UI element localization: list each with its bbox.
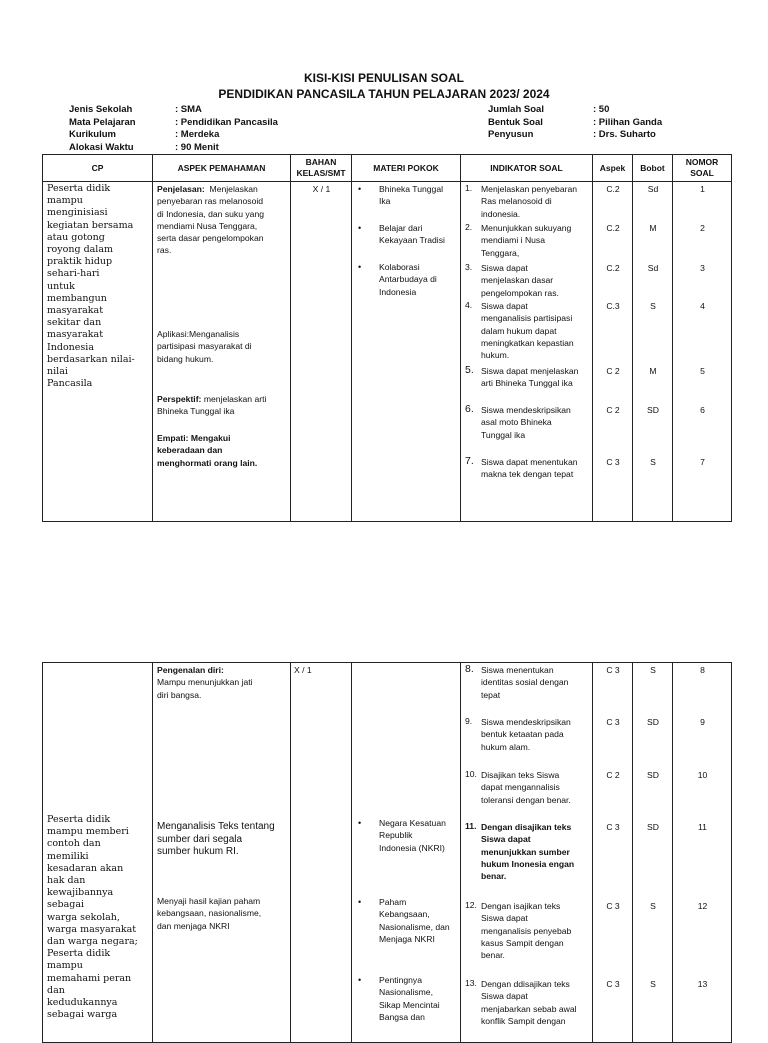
bahan-cell xyxy=(291,663,352,1043)
pengenalan-label: Pengenalan diri: xyxy=(157,665,224,675)
materi-line: Menjaga NKRI xyxy=(379,933,435,944)
document-subtitle: PENDIDIKAN PANCASILA TAHUN PELAJARAN 2023/ 2024 xyxy=(218,87,550,101)
cp-line: berdasarkan nilai- xyxy=(47,353,135,365)
meta-value: : 50 xyxy=(593,104,610,115)
meta-label: Bentuk Soal xyxy=(488,116,543,128)
bahan-value: X / 1 xyxy=(294,665,312,675)
bobot-value: Sd xyxy=(647,184,659,194)
indikator-line: Siswa menentukan xyxy=(481,665,554,675)
materi-line: Negara Kesatuan xyxy=(379,818,446,828)
materi-line: Pentingnya xyxy=(379,975,423,985)
indikator-text xyxy=(481,769,593,806)
cp-line: Peserta didik xyxy=(47,948,111,960)
meta-right xyxy=(488,104,662,142)
indikator-line: Menunjukkan sukuyang xyxy=(481,223,572,233)
menyaji-line: dan menjaga NKRI xyxy=(157,920,230,931)
indikator-line: identitas sosial dengan xyxy=(481,677,569,688)
cp-line: untuk xyxy=(47,280,75,292)
indikator-line: Siswa dapat xyxy=(481,991,528,1002)
materi-line: Paham xyxy=(379,897,407,907)
indikator-line: Tunggal ika xyxy=(481,429,526,440)
perspektif-line: Bhineka Tunggal ika xyxy=(157,406,235,417)
cp-text xyxy=(47,183,135,390)
cp-line: Peserta didik xyxy=(47,183,111,194)
bobot-value: SD xyxy=(647,717,659,727)
bobot-value: S xyxy=(650,665,656,675)
bobot-value: S xyxy=(650,901,656,911)
meta-row xyxy=(69,142,278,155)
aspek-value: C 3 xyxy=(606,822,620,832)
indikator-line: indonesia. xyxy=(481,208,521,219)
indikator-line: Siswa dapat menentukan xyxy=(481,457,578,467)
menganalisis-line: Menganalisis Teks tentang xyxy=(157,821,275,832)
aspek-value: C.2 xyxy=(606,263,620,273)
header-nomor-line1: NOMOR xyxy=(685,157,719,167)
indikator-number: 5. xyxy=(465,364,474,376)
cp-line: atau gotong xyxy=(47,231,105,243)
meta-left xyxy=(69,104,278,154)
header-cp: CP xyxy=(43,155,153,182)
nomor-value: 8 xyxy=(700,665,705,675)
materi-line: Nasionalisme, dan xyxy=(379,921,450,932)
meta-row xyxy=(488,104,662,117)
meta-row xyxy=(69,129,278,142)
cp-line: mampu xyxy=(47,960,83,972)
indikator-text xyxy=(481,821,593,882)
cp-line: membangun xyxy=(47,292,107,304)
materi-item xyxy=(358,817,446,854)
indikator-text xyxy=(481,900,593,961)
meta-label: Jenis Sekolah xyxy=(69,104,133,115)
menyaji-block xyxy=(157,895,261,932)
aspek-pemahaman-cell xyxy=(153,182,291,522)
header-aspek: Aspek xyxy=(593,155,633,182)
bullet-icon: • xyxy=(358,223,362,233)
indikator-line: hukum Inonesia engan xyxy=(481,858,575,869)
nomor-value: 11 xyxy=(698,822,707,832)
meta-value: : SMA xyxy=(175,104,202,115)
indikator-line: dapat mengannalisis xyxy=(481,782,560,793)
indikator-text xyxy=(481,222,593,259)
indikator-line: asal moto Bhineka xyxy=(481,417,552,428)
nomor-value: 3 xyxy=(700,263,705,273)
indikator-line: menganalisis partisipasi xyxy=(481,313,573,324)
cp-line: mampu memberi xyxy=(47,826,129,838)
cp-line: masyarakat xyxy=(47,305,104,317)
meta-row xyxy=(488,129,662,142)
aspek-value: C 3 xyxy=(606,979,620,989)
indikator-line: menunjukkan sumber xyxy=(481,846,570,857)
penjelasan-line xyxy=(157,183,287,195)
indikator-line: Dengan isajikan teks xyxy=(481,901,561,911)
aspek-value: C.2 xyxy=(606,223,620,233)
indikator-line: makna tek dengan tepat xyxy=(481,469,574,480)
materi-line: Ika xyxy=(379,196,391,207)
indikator-number: 11. xyxy=(465,821,477,831)
bobot-cell xyxy=(633,182,673,522)
materi-pokok-cell xyxy=(352,663,461,1043)
aspek-value: C 3 xyxy=(606,665,620,675)
indikator-line: Siswa dapat xyxy=(481,263,528,273)
menyaji-line: kebangsaan, nasionalisme, xyxy=(157,908,262,919)
aspek-value: C.3 xyxy=(606,301,620,311)
meta-value: : Drs. Suharto xyxy=(593,129,656,140)
document-title: KISI-KISI PENULISAN SOAL xyxy=(303,71,464,85)
cp-line: menginisiasi xyxy=(47,207,108,219)
indikator-text xyxy=(481,456,593,481)
perspektif-label: Perspektif: xyxy=(157,394,202,404)
indikator-number: 6. xyxy=(465,403,474,415)
cp-line: sehari-hari xyxy=(47,268,100,280)
bobot-value: M xyxy=(649,223,657,233)
indikator-line: menganalisis penyebab xyxy=(481,925,572,936)
bobot-value: SD xyxy=(647,405,659,415)
indikator-text xyxy=(481,404,593,441)
kisi-kisi-table-2 xyxy=(42,662,732,1043)
meta-value: : Pilihan Ganda xyxy=(593,116,663,128)
nomor-value: 9 xyxy=(700,717,705,727)
indikator-text xyxy=(481,664,593,701)
materi-line: Republik xyxy=(379,830,413,841)
cp-line: Peserta didik xyxy=(47,814,111,825)
content-row xyxy=(43,182,732,522)
aspek-value: C 2 xyxy=(606,366,620,376)
indikator-line: menjabarkan sebab awal xyxy=(481,1003,577,1014)
header-row xyxy=(43,155,732,182)
indikator-line: Disajikan teks Siswa xyxy=(481,770,560,780)
bullet-icon: • xyxy=(358,975,362,985)
indikator-text xyxy=(481,183,593,220)
materi-line: Indonesia xyxy=(379,286,417,297)
header-bahan-line2: KELAS/SMT xyxy=(296,168,346,178)
indikator-line: tepat xyxy=(481,689,501,700)
header-aspek-pemahaman: ASPEK PEMAHAMAN xyxy=(153,155,291,182)
indikator-text xyxy=(481,365,593,390)
indikator-line: Tenggara, xyxy=(481,247,520,258)
perspektif-text: menjelaskan arti xyxy=(203,394,267,404)
aspek-value: C 3 xyxy=(606,457,620,467)
cp-line: praktik hidup xyxy=(47,256,113,268)
cp-line: memiliki xyxy=(47,850,89,862)
indikator-line: Dengan disajikan teks xyxy=(481,822,572,832)
bullet-icon: • xyxy=(358,262,362,272)
materi-text xyxy=(379,222,445,247)
aplikasi-block xyxy=(157,328,252,365)
bobot-value: SD xyxy=(647,770,659,780)
indikator-line: Dengan ddisajikan teks xyxy=(481,979,570,989)
indikator-line: hukum alam. xyxy=(481,741,531,752)
indikator-line: dalam hukum dapat xyxy=(481,325,557,336)
indikator-soal-cell xyxy=(461,663,593,1043)
materi-item xyxy=(358,261,437,298)
cp-line: kesadaran akan xyxy=(47,862,124,874)
aspek-value: C 2 xyxy=(606,405,620,415)
cp-line: kewajibannya xyxy=(47,887,114,899)
penjelasan-block xyxy=(157,183,287,257)
indikator-line: arti Bhineka Tunggal ika xyxy=(481,378,573,389)
header-nomor-line2: SOAL xyxy=(690,168,714,178)
cp-cell xyxy=(43,663,153,1043)
pengenalan-line: Mampu menunjukkan jati xyxy=(157,677,253,688)
nomor-value: 2 xyxy=(700,223,705,233)
meta-label: Penyusun xyxy=(488,129,534,140)
nomor-value: 13 xyxy=(697,979,708,989)
meta-value: : Merdeka xyxy=(175,129,220,140)
meta-value: : Pendidikan Pancasila xyxy=(175,116,278,128)
indikator-line: Menjelaskan penyebaran xyxy=(481,184,578,194)
penjelasan-line: mendiami Nusa Tenggara, xyxy=(157,220,258,231)
aspek-value: C 2 xyxy=(606,770,620,780)
indikator-number: 2. xyxy=(465,222,473,232)
bobot-value: SD xyxy=(647,822,659,832)
materi-pokok-cell xyxy=(352,182,461,522)
materi-item xyxy=(358,896,450,945)
penjelasan-line: ras. xyxy=(157,245,172,256)
indikator-line: benar. xyxy=(481,950,505,961)
materi-line: Antarbudaya di xyxy=(379,274,437,285)
cp-line: memahami peran xyxy=(47,972,132,984)
header-nomor-soal xyxy=(673,155,732,182)
materi-text xyxy=(379,183,443,208)
kisi-kisi-table-1 xyxy=(42,154,732,522)
indikator-number: 10. xyxy=(465,769,477,779)
materi-line: Belajar dari xyxy=(379,223,423,233)
menganalisis-line: sumber hukum RI. xyxy=(157,846,239,857)
indikator-number: 8. xyxy=(465,663,474,675)
indikator-line: Siswa dapat xyxy=(481,301,528,311)
materi-text xyxy=(379,896,450,945)
cp-cell xyxy=(43,182,153,522)
indikator-line: Siswa mendeskripsikan xyxy=(481,405,571,415)
header-bobot: Bobot xyxy=(633,155,673,182)
nomor-value: 4 xyxy=(700,301,705,311)
cp-line: warga masyarakat xyxy=(47,923,137,935)
materi-line: Kolaborasi xyxy=(379,262,420,272)
bobot-value: S xyxy=(650,301,656,311)
menganalisis-block xyxy=(157,821,275,859)
aspek-value: C 3 xyxy=(606,717,620,727)
materi-line: Kebangsaan, xyxy=(379,909,430,920)
aspek-value: C.2 xyxy=(606,184,620,194)
bahan-cell xyxy=(291,182,352,522)
materi-line: Indonesia (NKRI) xyxy=(379,842,445,853)
materi-text xyxy=(379,817,446,854)
cp-text xyxy=(47,814,138,1021)
nomor-value: 1 xyxy=(700,184,705,194)
indikator-line: konflik Sampit dengan xyxy=(481,1015,566,1026)
indikator-line: benar. xyxy=(481,871,507,882)
meta-label: Alokasi Waktu xyxy=(69,141,134,153)
cp-line: dan xyxy=(47,984,65,996)
content-row xyxy=(43,663,732,1043)
cp-line: contoh dan xyxy=(47,838,101,850)
aspek-cell xyxy=(593,663,633,1043)
nomor-value: 10 xyxy=(697,770,708,780)
indikator-number: 13. xyxy=(465,978,477,988)
bobot-value: M xyxy=(649,366,657,376)
cp-line: sebagai xyxy=(47,899,85,911)
indikator-line: bentuk ketaatan pada xyxy=(481,729,564,740)
indikator-line: menjelaskan dasar xyxy=(481,275,554,286)
indikator-text xyxy=(481,978,593,1027)
aspek-value: C 3 xyxy=(606,901,620,911)
materi-item xyxy=(358,183,443,208)
indikator-number: 7. xyxy=(465,455,474,467)
indikator-line: Siswa dapat xyxy=(481,913,528,924)
meta-label: Kurikulum xyxy=(69,129,116,140)
bahan-value: X / 1 xyxy=(312,184,331,194)
cp-line: warga sekolah, xyxy=(47,911,120,923)
indikator-number: 9. xyxy=(465,716,473,726)
materi-item xyxy=(358,974,440,1023)
indikator-number: 12. xyxy=(465,900,477,910)
indikator-line: meningkatkan kepastian xyxy=(481,337,574,348)
perspektif-block xyxy=(157,393,266,418)
bobot-value: Sd xyxy=(647,263,659,273)
aspek-cell xyxy=(593,182,633,522)
indikator-line: Siswa dapat xyxy=(481,834,531,845)
pengenalan-block xyxy=(157,664,253,701)
indikator-text xyxy=(481,262,593,299)
empati-line: menghormati orang lain. xyxy=(157,457,258,468)
meta-row xyxy=(69,104,278,117)
meta-label: Mata Pelajaran xyxy=(69,116,136,128)
indikator-text xyxy=(481,716,593,753)
meta-value: : 90 Menit xyxy=(175,141,219,153)
empati-block xyxy=(157,432,257,469)
bobot-value: S xyxy=(650,979,656,989)
nomor-soal-cell xyxy=(673,663,732,1043)
nomor-value: 5 xyxy=(700,366,705,376)
indikator-line: mendiami i Nusa xyxy=(481,235,545,246)
penjelasan-label: Penjelasan: xyxy=(157,184,205,194)
bullet-icon: • xyxy=(358,184,362,194)
bobot-value: S xyxy=(650,457,656,467)
nomor-value: 6 xyxy=(700,405,705,415)
bobot-cell xyxy=(633,663,673,1043)
aplikasi-line: partisipasi masyarakat di xyxy=(157,341,252,352)
header-bahan xyxy=(291,155,352,182)
indikator-number: 4. xyxy=(465,300,473,310)
meta-row xyxy=(69,117,278,130)
header-indikator-soal: INDIKATOR SOAL xyxy=(461,155,593,182)
meta-row xyxy=(488,117,662,130)
header-materi-pokok: MATERI POKOK xyxy=(352,155,461,182)
materi-item xyxy=(358,222,445,247)
aspek-pemahaman-cell xyxy=(153,663,291,1043)
cp-line: kegiatan bersama xyxy=(47,219,134,231)
indikator-line: kasus Sampit dengan xyxy=(481,937,564,948)
menganalisis-line: sumber dari segala xyxy=(157,833,243,845)
penjelasan-line: penyebaran ras melanosoid xyxy=(157,196,264,207)
indikator-line: Siswa dapat menjelaskan xyxy=(481,366,579,376)
pengenalan-line: diri bangsa. xyxy=(157,689,202,700)
empati-line: Empati: Mengakui xyxy=(157,433,231,443)
empati-line: keberadaan dan xyxy=(157,445,223,456)
nomor-soal-cell xyxy=(673,182,732,522)
indikator-line: Ras melanosoid di xyxy=(481,196,552,207)
materi-line: Bangsa dan xyxy=(379,1011,425,1022)
materi-line: Nasionalisme, xyxy=(379,987,433,998)
materi-text xyxy=(379,974,440,1023)
materi-line: Sikap Mencintai xyxy=(379,999,440,1010)
penjelasan-text: Menjelaskan xyxy=(209,184,258,194)
cp-line: mampu xyxy=(47,195,83,207)
materi-line: Kekayaan Tradisi xyxy=(379,235,445,246)
cp-line: kedudukannya xyxy=(47,997,118,1009)
indikator-line: toleransi dengan benar. xyxy=(481,794,571,805)
cp-line: Indonesia xyxy=(47,341,94,353)
perspektif-line xyxy=(157,393,266,405)
cp-line: Pancasila xyxy=(47,378,93,390)
indikator-number: 3. xyxy=(465,262,473,272)
indikator-line: Siswa mendeskripsikan xyxy=(481,717,571,727)
indikator-line: pengelompokan ras. xyxy=(481,287,559,298)
cp-line: sebagai warga xyxy=(47,1009,118,1021)
bullet-icon: • xyxy=(358,818,362,828)
menyaji-line: Menyaji hasil kajian paham xyxy=(157,896,261,906)
materi-text xyxy=(379,261,437,298)
penjelasan-line: serta dasar pengelompokan xyxy=(157,233,264,244)
meta-label: Jumlah Soal xyxy=(488,104,544,115)
nomor-value: 7 xyxy=(700,457,705,467)
cp-line: dan warga negara; xyxy=(47,936,138,948)
header-bahan-line1: BAHAN xyxy=(305,157,337,167)
aplikasi-line: Aplikasi:Menganalisis xyxy=(157,329,240,339)
indikator-soal-cell xyxy=(461,182,593,522)
cp-line: sekitar dan xyxy=(47,317,102,329)
indikator-number: 1. xyxy=(465,183,473,193)
cp-line: hak dan xyxy=(47,875,86,887)
aplikasi-line: bidang hukum. xyxy=(157,353,214,364)
materi-line: Bhineka Tunggal xyxy=(379,184,444,194)
cp-line: nilai xyxy=(47,366,68,378)
bullet-icon: • xyxy=(358,897,362,907)
indikator-line: hukum. xyxy=(481,350,510,361)
cp-line: royong dalam xyxy=(47,244,114,256)
cp-line: masyarakat xyxy=(47,329,104,341)
penjelasan-line: di Indonesia, dan suku yang xyxy=(157,208,265,219)
indikator-text xyxy=(481,300,593,361)
nomor-value: 12 xyxy=(697,901,708,911)
